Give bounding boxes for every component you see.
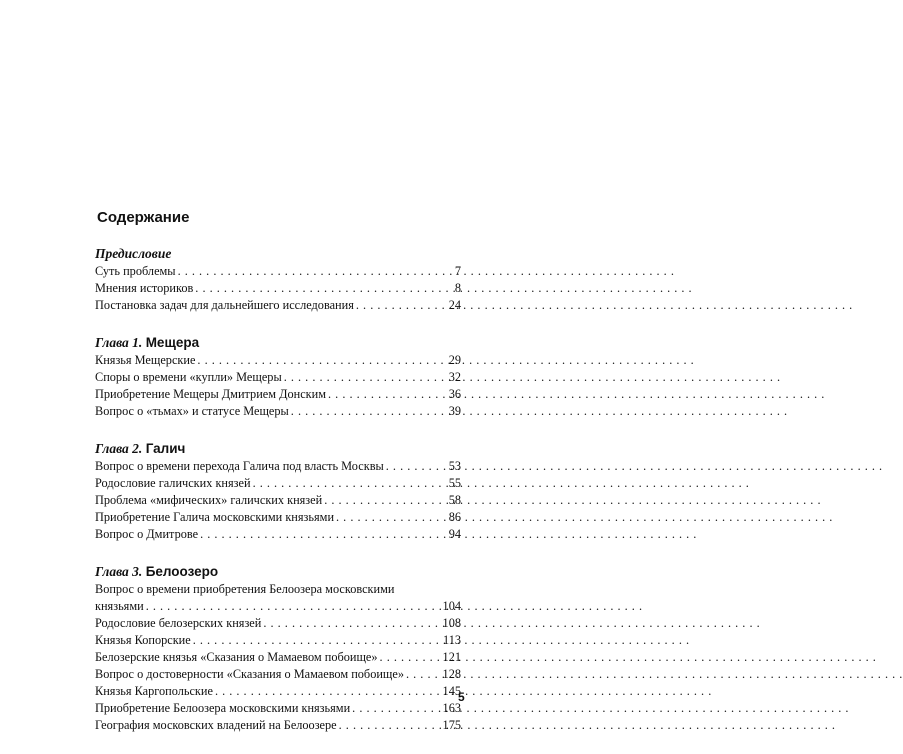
dot-leader — [284, 369, 447, 386]
chapter-name: Мещера — [145, 335, 200, 350]
entry-title: Вопрос о «тьмах» и статусе Мещеры — [95, 404, 289, 418]
toc-entry[interactable] — [95, 598, 461, 615]
entry-page: 175 — [442, 718, 461, 732]
entry-page: 128 — [442, 667, 461, 681]
entry-page: 113 — [443, 633, 461, 647]
dot-leader — [193, 632, 441, 649]
dot-leader — [197, 352, 446, 369]
dot-leader — [263, 615, 440, 632]
entry-title: География московских владений на Белоозере — [95, 718, 337, 732]
toc-entry[interactable] — [95, 509, 461, 526]
toc-section-preface — [95, 245, 461, 314]
toc-section-chapter-3 — [95, 563, 461, 734]
dot-leader — [356, 297, 447, 314]
toc-section-chapter-1 — [95, 334, 461, 420]
entry-page: 29 — [448, 353, 461, 367]
toc-entry[interactable] — [95, 352, 461, 369]
entry-page: 86 — [448, 510, 461, 524]
dot-leader — [380, 649, 441, 666]
toc-entry[interactable] — [95, 700, 461, 717]
section-title — [95, 563, 461, 581]
toc-entry[interactable] — [95, 297, 461, 314]
entry-title: Родословие белозерских князей — [95, 616, 262, 630]
entry-page: 94 — [448, 527, 461, 541]
toc-entry[interactable] — [95, 386, 461, 403]
toc-entry-first-line[interactable] — [95, 581, 461, 598]
entry-title: Белозерские князья «Сказания о Мамаевом побоище» — [95, 650, 378, 664]
dot-leader — [406, 666, 441, 683]
entry-page: 145 — [442, 684, 461, 698]
entry-title: Вопрос о времени перехода Галича под власть Москвы — [95, 459, 384, 473]
dot-leader — [253, 475, 447, 492]
entry-page: 24 — [448, 298, 461, 312]
table-of-contents — [95, 245, 461, 754]
dot-leader — [200, 526, 447, 543]
toc-entry[interactable] — [95, 615, 461, 632]
toc-entry[interactable] — [95, 263, 461, 280]
dot-leader — [291, 403, 447, 420]
toc-heading: Содержание — [97, 209, 190, 226]
entry-title: Мнения историков — [95, 281, 194, 295]
toc-section-chapter-2 — [95, 440, 461, 543]
entry-title: Приобретение Мещеры Дмитрием Донским — [95, 387, 327, 401]
entry-title: Суть проблемы — [95, 264, 176, 278]
toc-entry[interactable] — [95, 632, 461, 649]
entry-title: Вопрос о достоверности «Сказания о Мамаевом побоище» — [95, 667, 404, 681]
entry-title: Князья Каргопольские — [95, 684, 213, 698]
toc-entry[interactable] — [95, 526, 461, 543]
dot-leader — [352, 700, 440, 717]
dot-leader — [336, 509, 447, 526]
section-title — [95, 440, 461, 458]
entry-page: 8 — [454, 281, 461, 295]
entry-title: Вопрос о времени приобретения Белоозера московскими — [95, 582, 395, 596]
entry-title: Родословие галичских князей — [95, 476, 251, 490]
dot-leader — [146, 598, 441, 615]
entry-title: Постановка задач для дальнейшего исследования — [95, 298, 354, 312]
toc-entry[interactable] — [95, 666, 461, 683]
entry-page: 7 — [454, 264, 461, 278]
entry-page: 58 — [448, 493, 461, 507]
toc-entry[interactable] — [95, 649, 461, 666]
toc-entry[interactable] — [95, 475, 461, 492]
entry-page: 121 — [442, 650, 461, 664]
toc-entry[interactable] — [95, 458, 461, 475]
chapter-name: Белоозеро — [145, 564, 219, 579]
entry-title: Князья Копорские — [95, 633, 191, 647]
dot-leader — [386, 458, 447, 475]
entry-title: Проблема «мифических» галичских князей — [95, 493, 323, 507]
entry-page: 104 — [442, 599, 461, 613]
dot-leader — [178, 263, 453, 280]
chapter-label: Глава 1. — [95, 335, 143, 350]
entry-title: Приобретение Галича московскими князьями — [95, 510, 335, 524]
dot-leader — [328, 386, 447, 403]
entry-page: 32 — [448, 370, 461, 384]
entry-page: 55 — [448, 476, 461, 490]
entry-page: 39 — [448, 404, 461, 418]
toc-entry[interactable] — [95, 369, 461, 386]
entry-page: 163 — [442, 701, 461, 715]
chapter-label: Глава 3. — [95, 564, 143, 579]
entry-title: Приобретение Белоозера московскими князьями — [95, 701, 351, 715]
chapter-name: Галич — [145, 441, 186, 456]
entry-title: Князья Мещерские — [95, 353, 196, 367]
dot-leader — [215, 683, 441, 700]
toc-entry[interactable] — [95, 403, 461, 420]
dot-leader — [195, 280, 453, 297]
chapter-label: Глава 2. — [95, 441, 143, 456]
page-number: 5 — [458, 690, 465, 704]
entry-title: Вопрос о Дмитрове — [95, 527, 199, 541]
dot-leader — [339, 717, 441, 734]
dot-leader — [324, 492, 447, 509]
entry-page: 53 — [448, 459, 461, 473]
toc-entry[interactable] — [95, 717, 461, 734]
section-title — [95, 334, 461, 352]
entry-title-continuation: князьями — [95, 599, 144, 613]
toc-entry[interactable] — [95, 683, 461, 700]
section-title: Предисловие — [95, 246, 172, 261]
entry-title: Споры о времени «купли» Мещеры — [95, 370, 282, 384]
toc-entry[interactable] — [95, 280, 461, 297]
entry-page: 36 — [448, 387, 461, 401]
toc-entry[interactable] — [95, 492, 461, 509]
entry-page: 108 — [442, 616, 461, 630]
